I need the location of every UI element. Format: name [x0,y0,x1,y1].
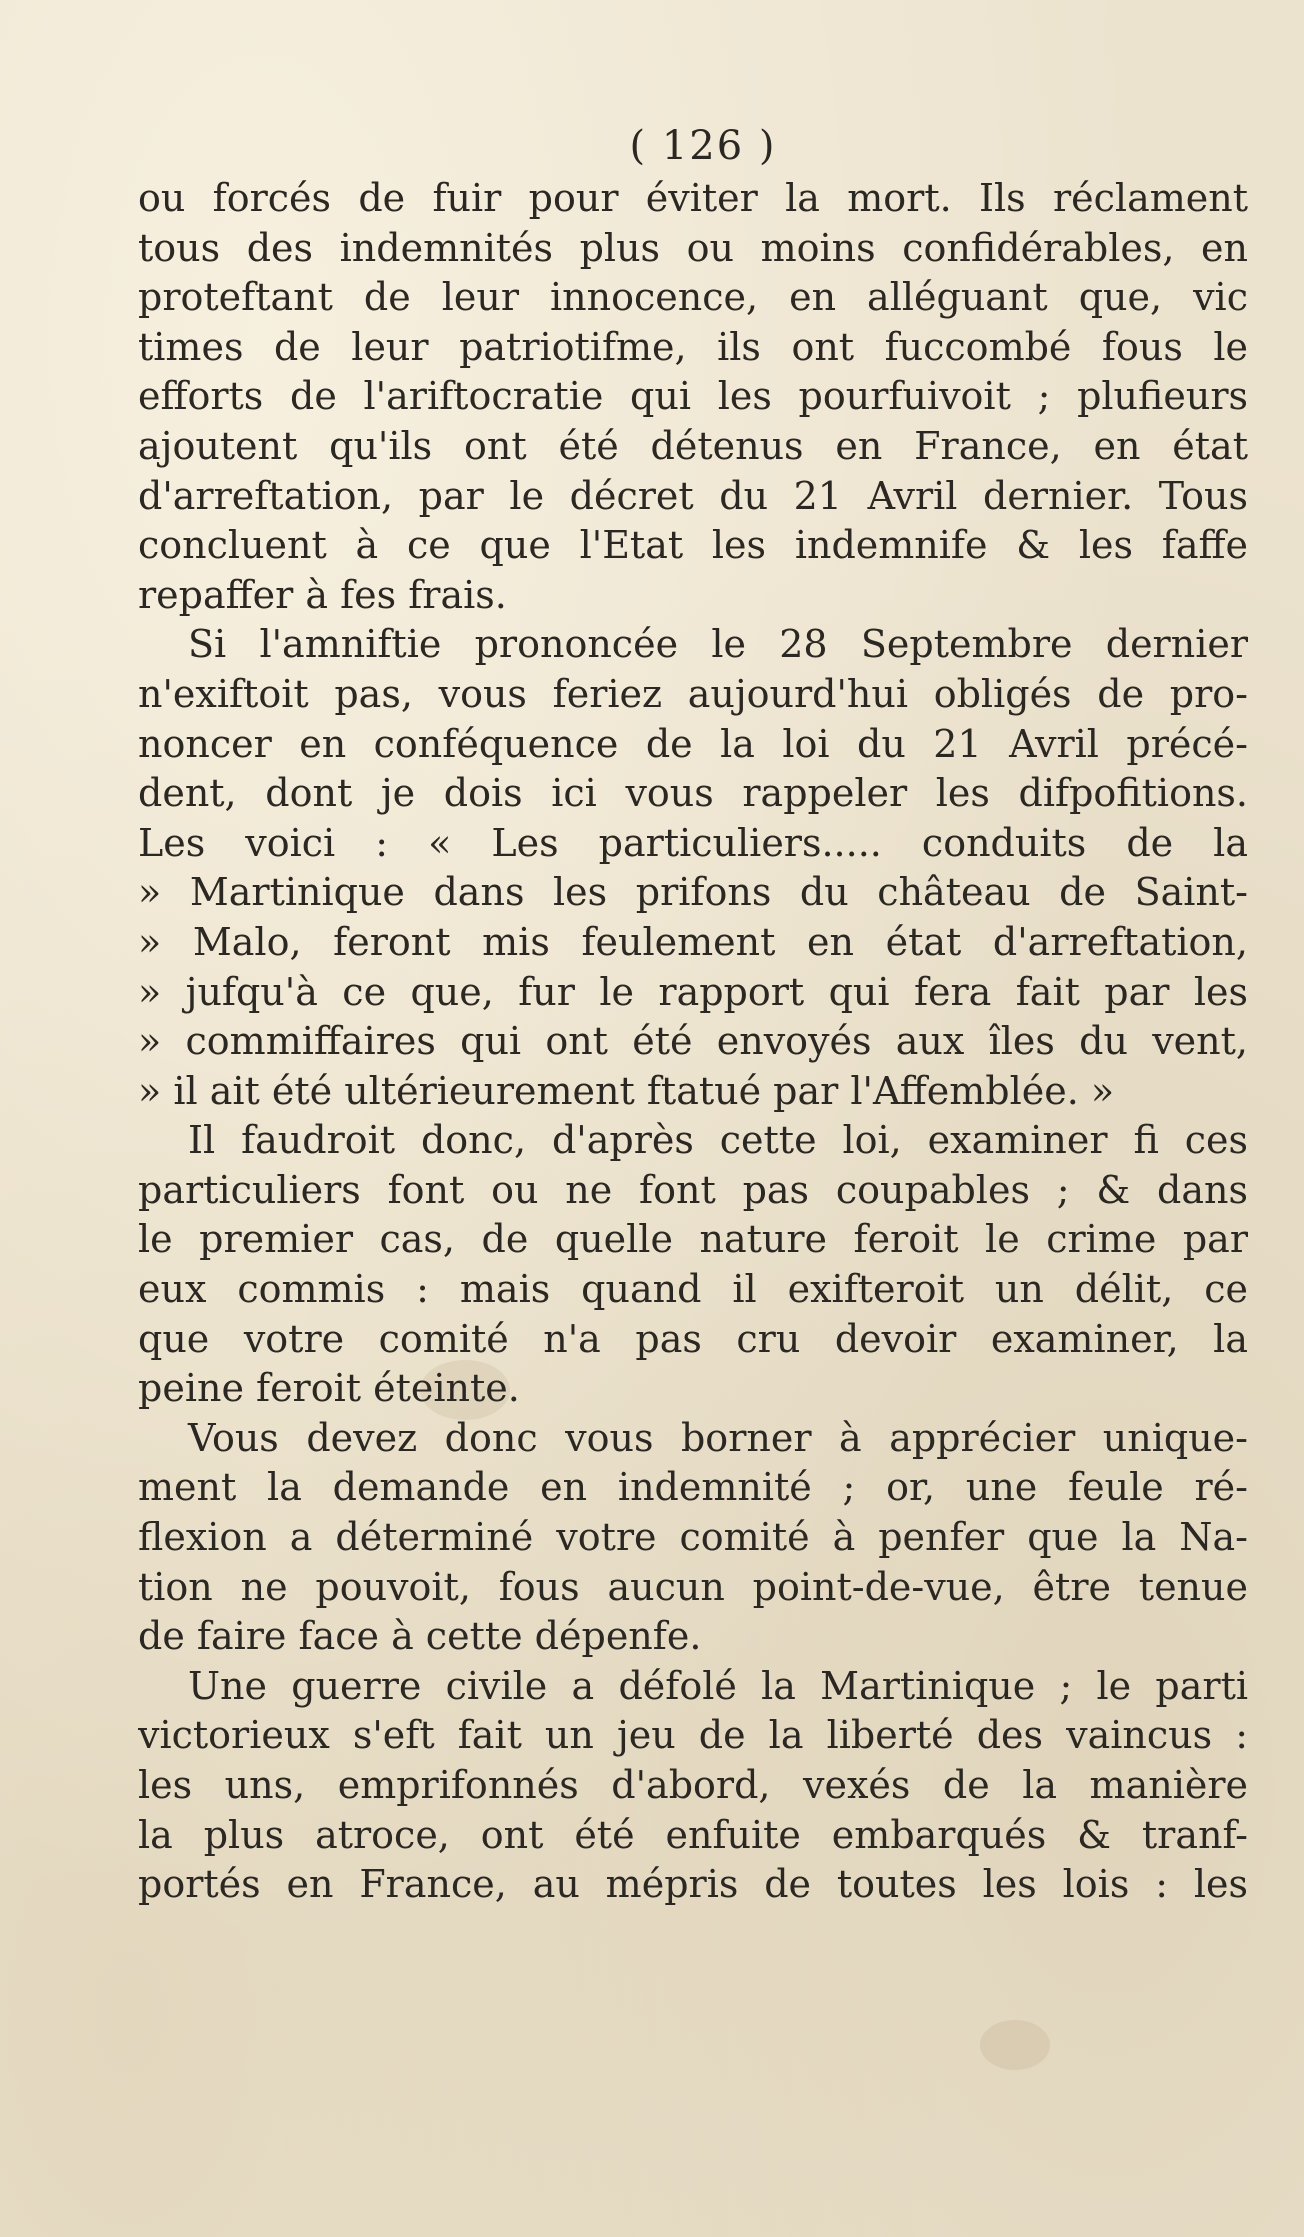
page-body-text [138,174,1248,1910]
text-line: ajoutent qu'ils ont été détenus en France, en état [138,423,1248,468]
text-line: de faire face à cette dépenfe. [138,1614,702,1659]
text-line: tion ne pouvoit, fous aucun point-de-vue, être tenue [138,1564,1248,1609]
text-line: concluent à ce que l'Etat les indemnife & les faffe [138,523,1248,568]
text-line: d'arreftation, par le décret du 21 Avril dernier. Tous [138,473,1248,518]
text-line: » Malo, feront mis feulement en état d'arreftation, [138,919,1248,964]
text-line: que votre comité n'a pas cru devoir examiner, la [138,1316,1248,1361]
text-line: Vous devez donc vous borner à apprécier unique- [188,1415,1248,1460]
text-line: flexion a déterminé votre comité à penfer que la Na- [138,1515,1248,1560]
text-line: Si l'amniftie prononcée le 28 Septembre dernier [188,622,1248,667]
text-line: n'exiftoit pas, vous feriez aujourd'hui obligés de pro- [138,671,1248,716]
text-line: proteftant de leur innocence, en alléguant que, vic [138,275,1248,320]
text-line: noncer en conféquence de la loi du 21 Avril précé- [138,721,1248,766]
text-line: Les voici : « Les particuliers..... conduits de la [138,820,1248,865]
text-line: efforts de l'ariftocratie qui les pourfuivoit ; plufieurs [138,374,1248,419]
text-line: victorieux s'eft fait un jeu de la liberté des vaincus : [138,1713,1248,1758]
text-line: portés en France, au mépris de toutes les lois : les [138,1862,1248,1907]
text-line: » commiffaires qui ont été envoyés aux îles du vent, [138,1019,1248,1064]
text-line: tous des indemnités plus ou moins confidérables, en [138,225,1248,270]
book-page [138,118,1248,1910]
text-line: peine feroit éteinte. [138,1366,520,1411]
text-line: » Martinique dans les prifons du château de Saint- [138,870,1248,915]
text-line: » il ait été ultérieurement ftatué par l'Affemblée. » [138,1068,1115,1113]
text-line: la plus atroce, ont été enfuite embarqués & tranf- [138,1812,1248,1857]
page-number: ( 126 ) [629,123,777,169]
paper-stain [980,2020,1050,2070]
text-line: particuliers font ou ne font pas coupables ; & dans [138,1167,1248,1212]
text-line: » jufqu'à ce que, fur le rapport qui fera fait par les [138,969,1248,1014]
text-line: le premier cas, de quelle nature feroit le crime par [138,1217,1248,1262]
text-line: dent, dont je dois ici vous rappeler les difpofitions. [138,771,1248,816]
text-line: eux commis : mais quand il exifteroit un délit, ce [138,1267,1248,1312]
text-line: times de leur patriotifme, ils ont fuccombé fous le [138,324,1248,369]
text-line: les uns, emprifonnés d'abord, vexés de la manière [138,1763,1248,1807]
text-line: ou forcés de fuir pour éviter la mort. Ils réclament [138,176,1248,220]
text-line: repaffer à fes frais. [138,572,507,617]
text-line: ment la demande en indemnité ; or, une feule ré- [138,1465,1248,1510]
text-line: Il faudroit donc, d'après cette loi, examiner fi ces [188,1118,1248,1163]
text-line: Une guerre civile a défolé la Martinique ; le parti [188,1663,1248,1708]
